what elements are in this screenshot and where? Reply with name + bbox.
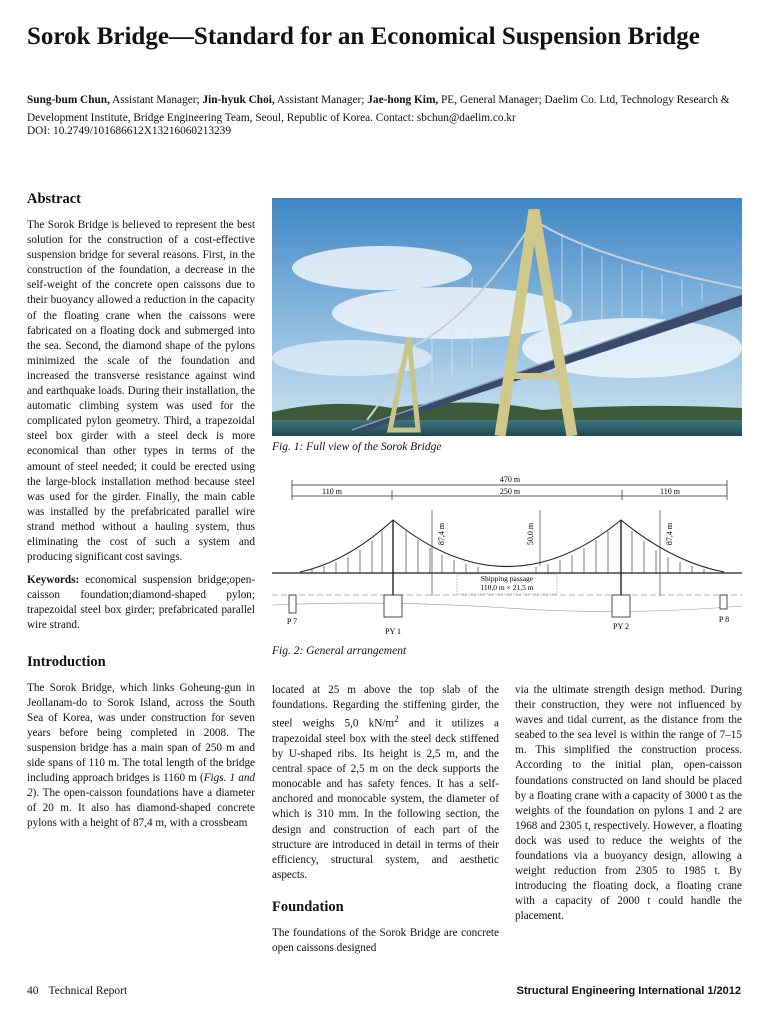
dim-cable-sag: 50,0 m: [526, 522, 535, 546]
author-name: Sung-bum Chun, Assistant Manager;: [27, 94, 200, 106]
general-arrangement-drawing: [272, 468, 742, 640]
shipping-passage-dims: 110,0 m × 21,5 m: [480, 583, 534, 592]
author-name: Jae-hong Kim, PE, General Manager; Daelim Co. Ltd,: [367, 94, 618, 106]
keywords: Keywords: economical suspension bridge;open-caisson foundation;diamond-shaped pylon; trapezoidal steel box girder; prefabricated parallel wire strand.: [27, 574, 256, 632]
bridge-photo: [272, 198, 742, 436]
section-name: Technical Report: [48, 985, 128, 997]
dim-side-right: 110 m: [660, 487, 680, 496]
journal-name: Structural Engineering International 1/2012: [516, 985, 741, 997]
pylon-py1: PY 1: [385, 627, 401, 636]
dim-pylon-height-1: 87,4 m: [437, 522, 446, 546]
dim-main-span: 250 m: [499, 487, 521, 496]
foundation-text: The foundations of the Sorok Bridge are concrete open caissons designed: [272, 926, 499, 955]
doi: DOI: 10.2749/101686612X13216060213239: [27, 125, 231, 137]
foundation-continued: via the ultimate strength design method. During their construction, they were not influenced by waves and tidal current, as the distance from the seabed to the sea level is within the range of 7–15 m. This simplified the construction process. According to the initial plan, open-caisson foundations constructed on land should be placed by a floating crane with a capacity of 3000 t as the weights of the foundation on pylons 1 and 2 are 1968 and 2305 t, respectively. However, a floating dock was used to reduce the weights of the foundations via a buoyancy design, allowing a weight reduction from 2305 to 1985 t. By introducing the floating dock, a floating crane with a capacity of 2000 t could handle the placement.: [515, 684, 742, 923]
shipping-passage-label: Shipping passage: [480, 574, 534, 583]
abstract-heading: Abstract: [27, 191, 81, 207]
figure-2-caption: Fig. 2: General arrangement: [272, 645, 407, 657]
author-name: Jin-hyuk Choi, Assistant Manager;: [202, 94, 365, 106]
dim-side-left: 110 m: [322, 487, 342, 496]
introduction-heading: Introduction: [27, 653, 106, 670]
middle-column: [272, 683, 499, 956]
right-column: [515, 683, 742, 925]
left-column: [27, 190, 255, 831]
introduction-text: The Sorok Bridge, which links Goheung-gun in Jeollanam-do to Sorok Island, across the South Sea of Korea, was under construction for seven years before being completed in 2008. The suspension bridge has a main span of 250 m and side spans of 110 m. The total length of the bridge including approach bridges is 1160 m (Figs. 1 and 2). The open-caisson foundations have a diameter of 20 m. It also has diamond-shaped concrete pylons with a height of 87,4 m, with a crossbeam: [27, 681, 256, 830]
foundation-heading: Foundation: [272, 898, 344, 915]
introduction-continued: located at 25 m above the top slab of the foundations. Regarding the stiffening girder, the steel weighs 5,0 $kN/m^2$ and it utilizes a trapezoidal steel box with the steel deck stiffened by U-shaped ribs. Its height is 2,5 m, and the central space of 2,5 m on the deck supports the monocable and has safety fences. It has a self-anchored and monocable system, the diameter of which is 310 mm. In the following section, the design and construction of each part of the structure are introduced in detail in terms of their efficiency, structural system, and aesthetic aspects.: [272, 684, 499, 881]
abstract-text: The Sorok Bridge is believed to represent the best solution for the construction of a cost-effective suspension bridge for several reasons. First, in the construction of the foundation, a decrease in the self-weight of the concrete open caissons due to their buoyancy allowed a reduction in the capacity of the floating crane when the caissons were fabricated on a floating dock and submerged into the sea. Second, the diamond shape of the pylons minimized the scale of the foundation and increased the transverse resistance against wind and earthquake loads. During their installation, the automatic climbing system was used for the complicated pylon geometry. Third, a trapezoidal steel box girder with a steel deck is more economical than other types in terms of the amount of steel needed; it could be erected using the large-block installation method because steel was used for the girder. Finally, the main cable was installed by the prefabricated parallel wire strand method without a hauling system, thus eliminating the cost of such a system and producing significant cost savings.: [27, 219, 255, 564]
pylon-py2: PY 2: [613, 622, 629, 631]
figure-reference: Figs. 1 and 2: [27, 772, 256, 800]
footer-left: [27, 985, 127, 997]
author-block: [27, 91, 747, 127]
affiliation: Technology Research & Development Institute, Bridge Engineering Team, Seoul, Republic of Korea. Contact: sbchun@daelim.co.kr: [27, 94, 730, 124]
keywords-label: Keywords:: [27, 574, 80, 587]
dim-total: 470 m: [499, 475, 521, 484]
dim-pylon-height-2: 87,4 m: [665, 522, 674, 546]
pier-p8: P 8: [718, 615, 730, 624]
pier-p7: P 7: [286, 617, 298, 626]
paper-title: Sorok Bridge—Standard for an Economical Suspension Bridge: [27, 23, 700, 50]
page-number: 40: [27, 985, 39, 997]
figure-1-caption: Fig. 1: Full view of the Sorok Bridge: [272, 441, 442, 453]
